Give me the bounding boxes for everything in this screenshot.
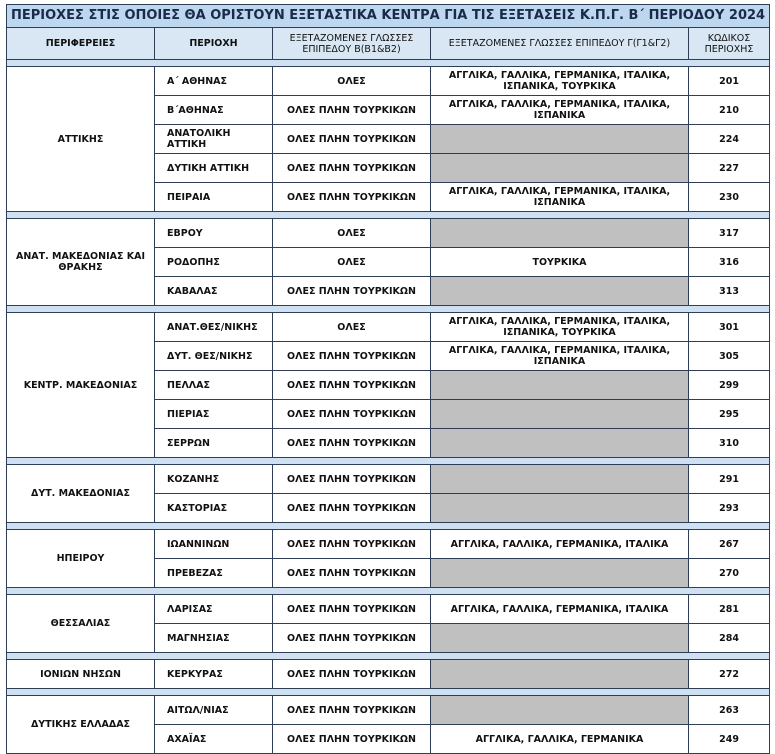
g-level-languages [431,219,689,248]
area-name: ΠΕΛΛΑΣ [155,371,273,400]
header-perioxi: ΠΕΡΙΟΧΗ [155,28,273,60]
area-code: 227 [689,154,770,183]
group-separator [7,60,770,67]
g-level-languages [431,559,689,588]
b-level-languages: ΟΛΕΣ ΠΛΗΝ ΤΟΥΡΚΙΚΩΝ [273,530,431,559]
group-separator [7,523,770,530]
area-code: 210 [689,96,770,125]
area-code: 316 [689,248,770,277]
separator-cell [7,588,770,595]
b-level-languages: ΟΛΕΣ ΠΛΗΝ ΤΟΥΡΚΙΚΩΝ [273,277,431,306]
region-name: ΔΥΤΙΚΗΣ ΕΛΛΑΔΑΣ [7,696,155,754]
area-name: ΚΕΡΚΥΡΑΣ [155,660,273,689]
separator-cell [7,689,770,696]
area-code: 301 [689,313,770,342]
header-periferia: ΠΕΡΙΦΕΡΕΙΕΣ [7,28,155,60]
g-level-languages: ΤΟΥΡΚΙΚΑ [431,248,689,277]
area-name: ΔΥΤ. ΘΕΣ/ΝΙΚΗΣ [155,342,273,371]
b-level-languages: ΟΛΕΣ ΠΛΗΝ ΤΟΥΡΚΙΚΩΝ [273,183,431,212]
region-name: ΔΥΤ. ΜΑΚΕΔΟΝΙΑΣ [7,465,155,523]
separator-cell [7,60,770,67]
separator-cell [7,653,770,660]
area-name: ΑΙΤΩΛ/ΝΙΑΣ [155,696,273,725]
g-level-languages: ΑΓΓΛΙΚΑ, ΓΑΛΛΙΚΑ, ΓΕΡΜΑΝΙΚΑ, ΙΤΑΛΙΚΑ, ΙΣΠΑΝΙΚΑ [431,96,689,125]
b-level-languages: ΟΛΕΣ ΠΛΗΝ ΤΟΥΡΚΙΚΩΝ [273,660,431,689]
table-row [7,660,770,689]
region-name: ΘΕΣΣΑΛΙΑΣ [7,595,155,653]
area-code: 267 [689,530,770,559]
region-name: ΚΕΝΤΡ. ΜΑΚΕΔΟΝΙΑΣ [7,313,155,458]
area-name: ΚΟΖΑΝΗΣ [155,465,273,494]
area-code: 201 [689,67,770,96]
b-level-languages: ΟΛΕΣ [273,313,431,342]
area-name: ΑΝΑΤ.ΘΕΣ/ΝΙΚΗΣ [155,313,273,342]
separator-cell [7,212,770,219]
g-level-languages: ΑΓΓΛΙΚΑ, ΓΑΛΛΙΚΑ, ΓΕΡΜΑΝΙΚΑ, ΙΤΑΛΙΚΑ, ΙΣΠΑΝΙΚΑ, ΤΟΥΡΚΙΚΑ [431,67,689,96]
b-level-languages: ΟΛΕΣ ΠΛΗΝ ΤΟΥΡΚΙΚΩΝ [273,96,431,125]
exam-centers-table [6,4,770,754]
g-level-languages [431,660,689,689]
b-level-languages: ΟΛΕΣ ΠΛΗΝ ΤΟΥΡΚΙΚΩΝ [273,494,431,523]
g-level-languages [431,429,689,458]
area-name: ΣΕΡΡΩΝ [155,429,273,458]
area-code: 295 [689,400,770,429]
table-row [7,595,770,624]
g-level-languages: ΑΓΓΛΙΚΑ, ΓΑΛΛΙΚΑ, ΓΕΡΜΑΝΙΚΑ, ΙΤΑΛΙΚΑ [431,595,689,624]
area-code: 224 [689,125,770,154]
g-level-languages [431,465,689,494]
table-row [7,530,770,559]
b-level-languages: ΟΛΕΣ ΠΛΗΝ ΤΟΥΡΚΙΚΩΝ [273,725,431,754]
b-level-languages: ΟΛΕΣ [273,248,431,277]
g-level-languages: ΑΓΓΛΙΚΑ, ΓΑΛΛΙΚΑ, ΓΕΡΜΑΝΙΚΑ, ΙΤΑΛΙΚΑ, ΙΣΠΑΝΙΚΑ [431,342,689,371]
area-code: 293 [689,494,770,523]
area-name: ΑΝΑΤΟΛΙΚΗ ΑΤΤΙΚΗ [155,125,273,154]
area-code: 249 [689,725,770,754]
area-name: ΚΑΒΑΛΑΣ [155,277,273,306]
g-level-languages [431,154,689,183]
table-row [7,696,770,725]
g-level-languages [431,494,689,523]
group-separator [7,653,770,660]
area-name: ΕΒΡΟΥ [155,219,273,248]
header-b-level: ΕΞΕΤΑΖΟΜΕΝΕΣ ΓΛΩΣΣΕΣ ΕΠΙΠΕΔΟΥ Β(Β1&Β2) [273,28,431,60]
header-code: ΚΩΔΙΚΟΣ ΠΕΡΙΟΧΗΣ [689,28,770,60]
region-name: ΗΠΕΙΡΟΥ [7,530,155,588]
area-code: 263 [689,696,770,725]
table-row [7,219,770,248]
header-g-level: ΕΞΕΤΑΖΟΜΕΝΕΣ ΓΛΩΣΣΕΣ ΕΠΙΠΕΔΟΥ Γ(Γ1&Γ2) [431,28,689,60]
area-name: ΚΑΣΤΟΡΙΑΣ [155,494,273,523]
b-level-languages: ΟΛΕΣ ΠΛΗΝ ΤΟΥΡΚΙΚΩΝ [273,429,431,458]
b-level-languages: ΟΛΕΣ ΠΛΗΝ ΤΟΥΡΚΙΚΩΝ [273,154,431,183]
g-level-languages [431,125,689,154]
b-level-languages: ΟΛΕΣ ΠΛΗΝ ΤΟΥΡΚΙΚΩΝ [273,125,431,154]
g-level-languages [431,624,689,653]
area-name: ΔΥΤΙΚΗ ΑΤΤΙΚΗ [155,154,273,183]
area-name: Β΄ΑΘΗΝΑΣ [155,96,273,125]
area-code: 317 [689,219,770,248]
region-name: ΙΟΝΙΩΝ ΝΗΣΩΝ [7,660,155,689]
area-name: ΜΑΓΝΗΣΙΑΣ [155,624,273,653]
area-code: 230 [689,183,770,212]
area-code: 272 [689,660,770,689]
group-separator [7,588,770,595]
area-name: ΠΕΙΡΑΙΑ [155,183,273,212]
g-level-languages [431,696,689,725]
table-row [7,313,770,342]
b-level-languages: ΟΛΕΣ ΠΛΗΝ ΤΟΥΡΚΙΚΩΝ [273,465,431,494]
separator-cell [7,306,770,313]
g-level-languages [431,400,689,429]
exam-centers-sheet [6,4,769,754]
table-body [7,60,770,754]
area-code: 305 [689,342,770,371]
b-level-languages: ΟΛΕΣ ΠΛΗΝ ΤΟΥΡΚΙΚΩΝ [273,342,431,371]
table-title: ΠΕΡΙΟΧΕΣ ΣΤΙΣ ΟΠΟΙΕΣ ΘΑ ΟΡΙΣΤΟΥΝ ΕΞΕΤΑΣΤΙΚΑ ΚΕΝΤΡΑ ΓΙΑ ΤΙΣ ΕΞΕΤΑΣΕΙΣ Κ.Π.Γ. Β΄ ΠΕΡΙΟΔΟΥ 2024 [7,5,770,28]
separator-cell [7,458,770,465]
g-level-languages: ΑΓΓΛΙΚΑ, ΓΑΛΛΙΚΑ, ΓΕΡΜΑΝΙΚΑ, ΙΤΑΛΙΚΑ, ΙΣΠΑΝΙΚΑ, ΤΟΥΡΚΙΚΑ [431,313,689,342]
area-code: 310 [689,429,770,458]
group-separator [7,212,770,219]
area-code: 270 [689,559,770,588]
g-level-languages: ΑΓΓΛΙΚΑ, ΓΑΛΛΙΚΑ, ΓΕΡΜΑΝΙΚΑ [431,725,689,754]
area-name: ΡΟΔΟΠΗΣ [155,248,273,277]
area-code: 313 [689,277,770,306]
g-level-languages [431,371,689,400]
region-name: ΑΝΑΤ. ΜΑΚΕΔΟΝΙΑΣ ΚΑΙ ΘΡΑΚΗΣ [7,219,155,306]
area-name: ΛΑΡΙΣΑΣ [155,595,273,624]
table-row [7,67,770,96]
area-code: 291 [689,465,770,494]
area-name: Α΄ ΑΘΗΝΑΣ [155,67,273,96]
b-level-languages: ΟΛΕΣ [273,219,431,248]
region-name: ΑΤΤΙΚΗΣ [7,67,155,212]
area-code: 281 [689,595,770,624]
b-level-languages: ΟΛΕΣ ΠΛΗΝ ΤΟΥΡΚΙΚΩΝ [273,696,431,725]
area-name: ΙΩΑΝΝΙΝΩΝ [155,530,273,559]
separator-cell [7,523,770,530]
area-code: 284 [689,624,770,653]
group-separator [7,458,770,465]
b-level-languages: ΟΛΕΣ ΠΛΗΝ ΤΟΥΡΚΙΚΩΝ [273,400,431,429]
area-code: 299 [689,371,770,400]
area-name: ΑΧΑΪΑΣ [155,725,273,754]
area-name: ΠΡΕΒΕΖΑΣ [155,559,273,588]
b-level-languages: ΟΛΕΣ ΠΛΗΝ ΤΟΥΡΚΙΚΩΝ [273,559,431,588]
table-row [7,465,770,494]
b-level-languages: ΟΛΕΣ [273,67,431,96]
b-level-languages: ΟΛΕΣ ΠΛΗΝ ΤΟΥΡΚΙΚΩΝ [273,595,431,624]
g-level-languages: ΑΓΓΛΙΚΑ, ΓΑΛΛΙΚΑ, ΓΕΡΜΑΝΙΚΑ, ΙΤΑΛΙΚΑ [431,530,689,559]
group-separator [7,689,770,696]
b-level-languages: ΟΛΕΣ ΠΛΗΝ ΤΟΥΡΚΙΚΩΝ [273,624,431,653]
g-level-languages: ΑΓΓΛΙΚΑ, ΓΑΛΛΙΚΑ, ΓΕΡΜΑΝΙΚΑ, ΙΤΑΛΙΚΑ, ΙΣΠΑΝΙΚΑ [431,183,689,212]
b-level-languages: ΟΛΕΣ ΠΛΗΝ ΤΟΥΡΚΙΚΩΝ [273,371,431,400]
g-level-languages [431,277,689,306]
area-name: ΠΙΕΡΙΑΣ [155,400,273,429]
group-separator [7,306,770,313]
